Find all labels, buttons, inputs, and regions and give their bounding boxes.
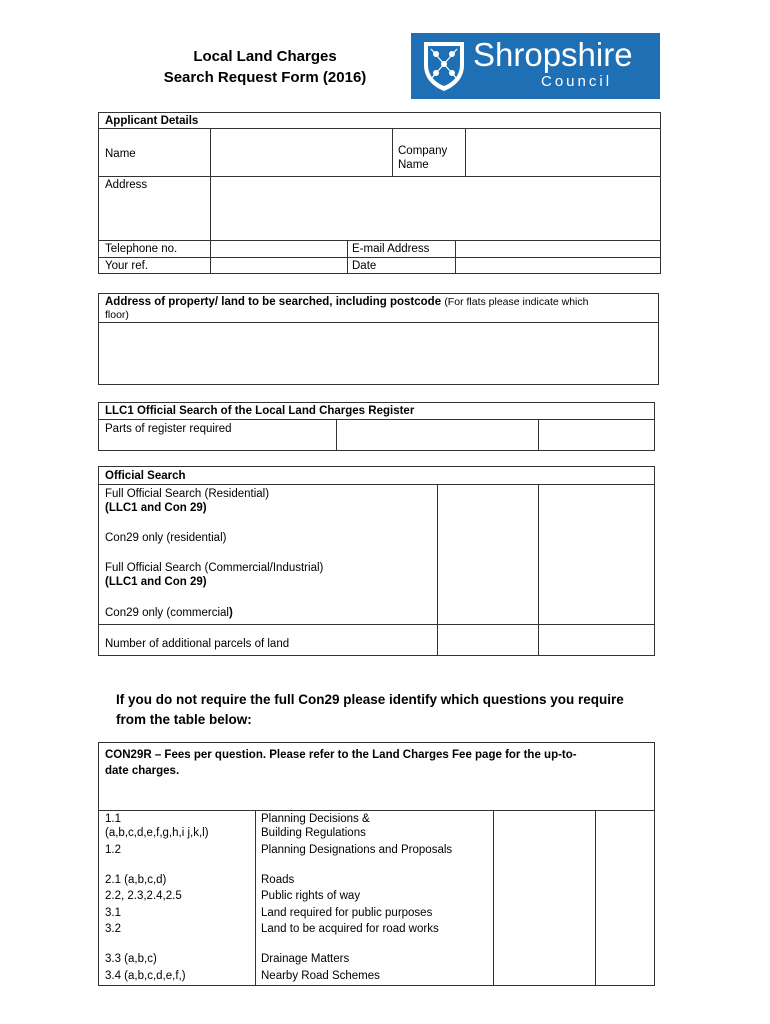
instruction-line-1: If you do not require the full Con29 please identify which questions you require xyxy=(116,692,624,707)
con29r-row-desc: Land required for public purposes xyxy=(261,907,433,919)
con29-residential-label: Con29 only (residential) xyxy=(105,532,227,544)
con29r-heading-2: date charges. xyxy=(105,765,180,777)
con29r-row-code: 1.1 xyxy=(105,813,121,825)
con29r-row-desc: Nearby Road Schemes xyxy=(261,970,380,982)
logo-wordmark: Shropshire xyxy=(473,36,633,73)
parts-required-field[interactable] xyxy=(338,421,536,449)
your-ref-field[interactable] xyxy=(212,259,345,273)
con29r-row-desc: Public rights of way xyxy=(261,890,361,902)
form-title xyxy=(150,46,380,88)
property-heading xyxy=(105,295,588,309)
company-label-2: Name xyxy=(398,159,429,171)
con29r-row-code: (a,b,c,d,e,f,g,h,i j,k,l) xyxy=(105,827,209,839)
address-label: Address xyxy=(105,179,148,191)
official-search-fee-field[interactable] xyxy=(540,486,653,622)
shield-crest-icon xyxy=(421,39,467,93)
your-ref-label: Your ref. xyxy=(105,260,149,272)
name-field[interactable] xyxy=(212,130,390,174)
con29r-row-code: 3.4 (a,b,c,d,e,f,) xyxy=(105,970,186,982)
con29r-row-code: 2.2, 2.3,2.4,2.5 xyxy=(105,890,182,902)
con29r-selection-field[interactable] xyxy=(495,812,593,984)
address-field[interactable] xyxy=(212,178,659,238)
con29-commercial-text: Con29 only (commercial xyxy=(105,607,229,619)
con29-commercial-paren: ) xyxy=(229,607,233,619)
con29r-row-code: 2.1 (a,b,c,d) xyxy=(105,874,167,886)
parts-required-label: Parts of register required xyxy=(105,423,232,435)
shropshire-council-logo xyxy=(411,33,660,99)
con29r-row-code: 3.2 xyxy=(105,923,121,935)
parts-required-fee-field[interactable] xyxy=(540,421,653,449)
con29-instruction xyxy=(116,690,624,730)
con29r-heading-1: CON29R – Fees per question. Please refer to the Land Charges Fee page for the up-to- xyxy=(105,749,577,761)
additional-parcels-fee-field[interactable] xyxy=(540,626,653,654)
con29r-fee-field[interactable] xyxy=(597,812,653,984)
llc1-heading: LLC1 Official Search of the Local Land Charges Register xyxy=(105,405,415,417)
official-search-heading: Official Search xyxy=(105,470,186,482)
property-heading-note: (For flats please indicate which xyxy=(444,296,589,308)
con29r-row-desc: Land to be acquired for road works xyxy=(261,923,439,935)
con29r-row-code: 1.2 xyxy=(105,844,121,856)
company-label-1: Company xyxy=(398,145,448,157)
title-line-2: Search Request Form (2016) xyxy=(163,69,367,86)
name-label: Name xyxy=(105,148,136,160)
con29-commercial-label xyxy=(105,606,233,620)
telephone-label: Telephone no. xyxy=(105,243,178,255)
telephone-field[interactable] xyxy=(212,242,345,256)
instruction-line-2: from the table below: xyxy=(116,712,252,727)
con29r-row-desc: Drainage Matters xyxy=(261,953,350,965)
property-address-field[interactable] xyxy=(100,324,657,383)
con29r-row-desc: Building Regulations xyxy=(261,827,366,839)
title-line-1: Local Land Charges xyxy=(193,48,337,65)
logo-council-text: Council xyxy=(541,73,613,90)
con29r-row-desc: Planning Decisions & xyxy=(261,813,370,825)
property-heading-note-2: floor) xyxy=(105,309,129,321)
company-name-field[interactable] xyxy=(467,130,659,174)
additional-parcels-label: Number of additional parcels of land xyxy=(105,638,290,650)
full-residential-label-1: Full Official Search (Residential) xyxy=(105,488,270,500)
date-label: Date xyxy=(352,260,377,272)
date-field[interactable] xyxy=(457,259,659,273)
email-field[interactable] xyxy=(457,242,659,256)
additional-parcels-field[interactable] xyxy=(439,626,536,654)
property-heading-bold: Address of property/ land to be searched, including postcode xyxy=(105,296,442,308)
official-search-selection-field[interactable] xyxy=(439,486,536,622)
full-commercial-label-1: Full Official Search (Commercial/Industrial) xyxy=(105,562,324,574)
con29r-row-desc: Planning Designations and Proposals xyxy=(261,844,453,856)
applicant-details-heading: Applicant Details xyxy=(105,115,199,127)
con29r-row-code: 3.1 xyxy=(105,907,121,919)
con29r-row-desc: Roads xyxy=(261,874,295,886)
email-label: E-mail Address xyxy=(352,243,430,255)
full-commercial-label-2: (LLC1 and Con 29) xyxy=(105,576,207,588)
con29r-row-code: 3.3 (a,b,c) xyxy=(105,953,157,965)
full-residential-label-2: (LLC1 and Con 29) xyxy=(105,502,207,514)
